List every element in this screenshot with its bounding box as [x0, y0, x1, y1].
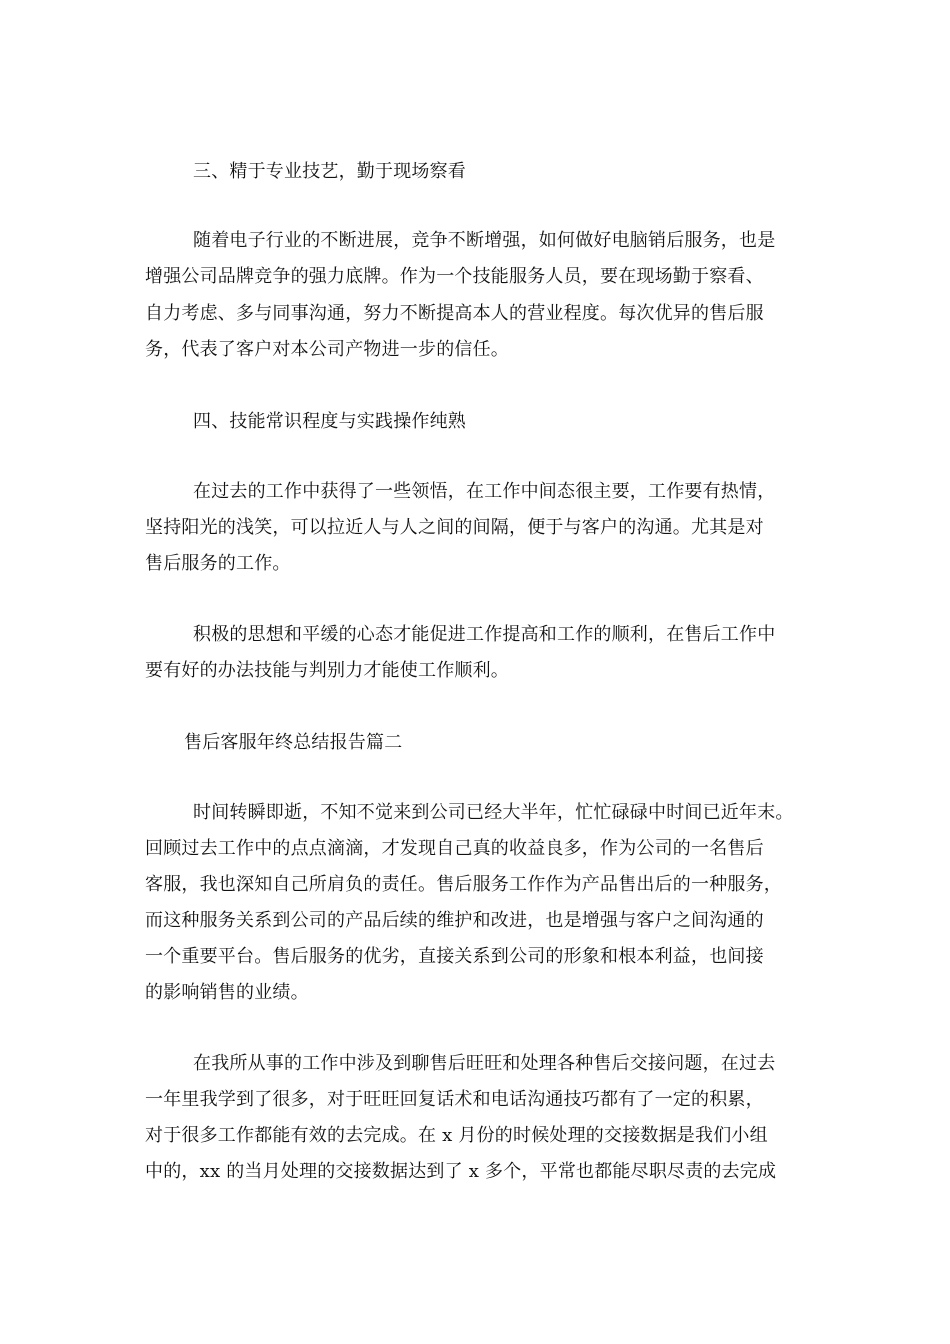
section-heading-3: 三、精于专业技艺，勤于现场察看	[193, 161, 466, 182]
paragraph-line: 中的，xx 的当月处理的交接数据达到了 x 多个，平常也都能尽职尽责的去完成	[145, 1161, 777, 1182]
paragraph-line: 的影响销售的业绩。	[145, 982, 309, 1003]
paragraph-line: 随着电子行业的不断进展，竞争不断增强，如何做好电脑销后服务，也是	[193, 230, 776, 251]
paragraph-line: 时间转瞬即逝，不知不觉来到公司已经大半年，忙忙碌碌中时间已近年末。	[193, 802, 794, 823]
paragraph-line: 在过去的工作中获得了一些领悟，在工作中间态很主要，工作要有热情，	[193, 481, 776, 502]
paragraph-line: 务，代表了客户对本公司产物进一步的信任。	[145, 339, 509, 360]
paragraph-line: 售后服务的工作。	[145, 553, 291, 574]
paragraph-line: 对于很多工作都能有效的去完成。在 x 月份的时候处理的交接数据是我们小组	[145, 1125, 768, 1146]
paragraph-line: 在我所从事的工作中涉及到聊售后旺旺和处理各种售后交接问题，在过去	[193, 1053, 776, 1074]
paragraph-line: 而这种服务关系到公司的产品后续的维护和改进，也是增强与客户之间沟通的	[145, 910, 764, 931]
part-title: 售后客服年终总结报告篇二	[184, 732, 403, 753]
paragraph-line: 一个重要平台。售后服务的优劣，直接关系到公司的形象和根本利益，也间接	[145, 946, 764, 967]
section-heading-4: 四、技能常识程度与实践操作纯熟	[193, 411, 466, 432]
paragraph-line: 客服，我也深知自己所肩负的责任。售后服务工作作为产品售出后的一种服务，	[145, 874, 782, 895]
paragraph-line: 自力考虑、多与同事沟通，努力不断提高本人的营业程度。每次优异的售后服	[145, 303, 764, 324]
paragraph-line: 要有好的办法技能与判别力才能使工作顺利。	[145, 660, 509, 681]
paragraph-line: 增强公司品牌竞争的强力底牌。作为一个技能服务人员，要在现场勤于察看、	[145, 266, 764, 287]
paragraph-line: 一年里我学到了很多，对于旺旺回复话术和电话沟通技巧都有了一定的积累，	[145, 1089, 764, 1110]
paragraph-line: 回顾过去工作中的点点滴滴，才发现自己真的收益良多，作为公司的一名售后	[145, 838, 764, 859]
paragraph-line: 积极的思想和平缓的心态才能促进工作提高和工作的顺利，在售后工作中	[193, 624, 776, 645]
paragraph-line: 坚持阳光的浅笑，可以拉近人与人之间的间隔，便于与客户的沟通。尤其是对	[145, 517, 764, 538]
